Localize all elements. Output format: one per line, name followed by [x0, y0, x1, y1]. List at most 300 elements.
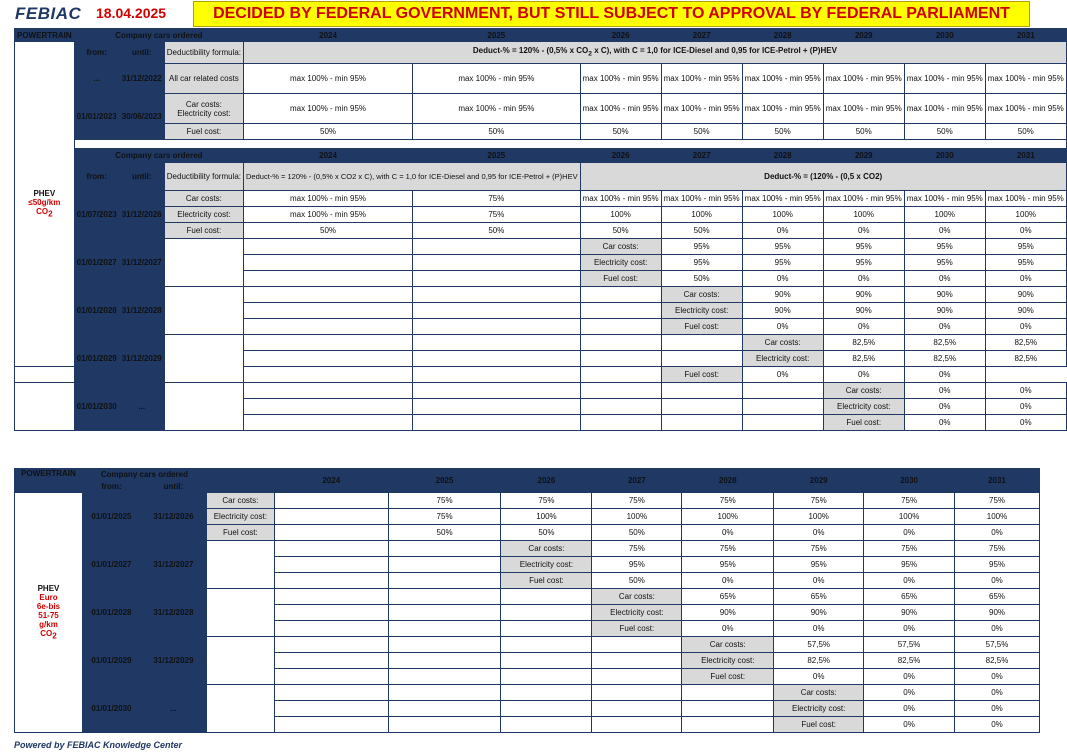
empty-cell	[388, 557, 501, 573]
value-cell: 95%	[823, 239, 904, 255]
value-cell: 50%	[742, 124, 823, 140]
value-cell: 75%	[388, 509, 501, 525]
value-cell: 90%	[742, 287, 823, 303]
value-cell: 0%	[864, 621, 955, 637]
value-cell: 75%	[388, 493, 501, 509]
empty-cell	[388, 653, 501, 669]
period-until: 31/12/2026	[119, 191, 164, 239]
value-cell: 0%	[904, 383, 985, 399]
value-cell: 0%	[904, 399, 985, 415]
cost-label: All car related costs	[164, 64, 243, 94]
value-cell: max 100% - min 95%	[742, 94, 823, 124]
deduct-formula: Deduct-% = 120% - (0,5% x $CO_2$ x C), with C = 1,0 for ICE-Diesel and 0,95 for ICE-Petrol + (P)HEV	[244, 42, 1067, 64]
empty-cell	[244, 271, 413, 287]
value-cell: 50%	[904, 124, 985, 140]
period-until: 31/12/2029	[119, 335, 164, 383]
empty-cell	[244, 351, 413, 367]
value-cell: 0%	[955, 621, 1040, 637]
empty-cell	[274, 605, 388, 621]
empty-cell	[682, 717, 774, 733]
value-cell: 82,5%	[774, 653, 864, 669]
empty-cell	[274, 717, 388, 733]
empty-cell	[244, 319, 413, 335]
value-cell: 50%	[501, 525, 592, 541]
empty-cell	[413, 271, 581, 287]
empty-cell	[501, 621, 592, 637]
empty-cell	[592, 701, 682, 717]
value-cell: 0%	[904, 319, 985, 335]
value-cell: 0%	[985, 223, 1066, 239]
empty-cell	[661, 399, 742, 415]
value-cell: 95%	[823, 255, 904, 271]
empty-cell	[164, 383, 243, 431]
cost-label: Fuel cost:	[501, 573, 592, 589]
value-cell: 65%	[864, 589, 955, 605]
year-header: 2025	[413, 29, 581, 42]
value-cell: max 100% - min 95%	[823, 94, 904, 124]
cost-label: Car costs:	[580, 239, 661, 255]
value-cell: 95%	[985, 255, 1066, 271]
value-cell: max 100% - min 95%	[985, 64, 1066, 94]
empty-cell	[580, 303, 661, 319]
empty-cell	[501, 589, 592, 605]
cost-label: Car costs:	[592, 589, 682, 605]
empty-cell	[592, 637, 682, 653]
value-cell: 75%	[501, 493, 592, 509]
empty-cell	[682, 685, 774, 701]
empty-cell	[501, 669, 592, 685]
cost-label: Electricity cost:	[823, 399, 904, 415]
cost-label: Electricity cost:	[164, 207, 243, 223]
cost-label: Fuel cost:	[164, 124, 243, 140]
empty-cell	[413, 399, 581, 415]
empty-cell	[274, 541, 388, 557]
period-from: 01/01/2027	[74, 239, 119, 287]
value-cell: 0%	[955, 701, 1040, 717]
blank-header	[206, 469, 274, 493]
period-from: 01/01/2028	[82, 589, 140, 637]
value-cell: 0%	[864, 685, 955, 701]
value-cell: max 100% - min 95%	[742, 64, 823, 94]
cost-label: Car costs:	[661, 287, 742, 303]
value-cell: 90%	[955, 605, 1040, 621]
value-cell: max 100% - min 95%	[661, 94, 742, 124]
value-cell: 50%	[661, 271, 742, 287]
cost-label: Car costs:	[823, 383, 904, 399]
cost-label: Fuel cost:	[592, 621, 682, 637]
brand-logo: FEBIAC	[15, 4, 82, 23]
value-cell: 50%	[661, 124, 742, 140]
value-cell: 90%	[742, 303, 823, 319]
cost-label: Electricity cost:	[682, 653, 774, 669]
empty-cell	[244, 255, 413, 271]
value-cell: 90%	[823, 287, 904, 303]
value-cell: max 100% - min 95%	[580, 94, 661, 124]
cost-label: Electricity cost:	[580, 255, 661, 271]
empty-cell	[501, 717, 592, 733]
value-cell: max 100% - min 95%	[244, 94, 413, 124]
cost-label: Car costs: Electricity cost:	[164, 94, 243, 124]
formula-label: Deductibility formula:	[164, 42, 243, 64]
year-header: 2030	[864, 469, 955, 493]
value-cell: 82,5%	[864, 653, 955, 669]
value-cell: 100%	[774, 509, 864, 525]
value-cell: max 100% - min 95%	[413, 64, 581, 94]
value-cell: max 100% - min 95%	[823, 191, 904, 207]
deduct-formula: Deduct-% = 120% - (0,5% x CO2 x C), with C = 1,0 for ICE-Diesel and 0,95 for ICE-Petrol + (P)HEV	[244, 163, 581, 191]
value-cell: 75%	[774, 493, 864, 509]
cost-label: Electricity cost:	[501, 557, 592, 573]
value-cell: 0%	[823, 223, 904, 239]
value-cell: 65%	[682, 589, 774, 605]
value-cell: 0%	[955, 717, 1040, 733]
value-cell: 0%	[864, 525, 955, 541]
value-cell: 75%	[682, 541, 774, 557]
empty-cell	[592, 653, 682, 669]
value-cell: 95%	[774, 557, 864, 573]
cost-label: Car costs:	[742, 335, 823, 351]
empty-cell	[274, 637, 388, 653]
powertrain-label: PHEV Euro 6e-bis 51-75 g/km $CO_2$	[15, 493, 83, 733]
year-header: 2028	[682, 469, 774, 493]
phev-51-75-table	[14, 468, 1040, 733]
value-cell: 0%	[774, 573, 864, 589]
value-cell: 100%	[501, 509, 592, 525]
value-cell: max 100% - min 95%	[244, 64, 413, 94]
empty-cell	[742, 399, 823, 415]
value-cell: max 100% - min 95%	[661, 64, 742, 94]
company-cars-header: Company cars ordered	[74, 29, 243, 42]
empty-cell	[388, 573, 501, 589]
year-header: 2026	[580, 29, 661, 42]
value-cell: 57,5%	[774, 637, 864, 653]
empty-cell	[274, 701, 388, 717]
empty-cell	[580, 399, 661, 415]
empty-cell	[501, 605, 592, 621]
value-cell: max 100% - min 95%	[580, 191, 661, 207]
value-cell: 75%	[413, 207, 581, 223]
value-cell: 90%	[985, 303, 1066, 319]
year-header: 2026	[580, 149, 661, 163]
cost-label: Car costs:	[164, 191, 243, 207]
empty-cell	[388, 637, 501, 653]
value-cell: 50%	[413, 223, 581, 239]
empty-cell	[244, 367, 413, 383]
value-cell: 100%	[661, 207, 742, 223]
empty-cell	[206, 685, 274, 733]
from-label: from:	[74, 163, 119, 191]
empty-cell	[501, 685, 592, 701]
empty-cell	[580, 367, 661, 383]
value-cell: 75%	[592, 541, 682, 557]
value-cell: 95%	[904, 255, 985, 271]
period-until: ...	[119, 383, 164, 431]
empty-cell	[164, 335, 243, 383]
value-cell: 75%	[955, 493, 1040, 509]
value-cell: 0%	[864, 701, 955, 717]
value-cell: 100%	[742, 207, 823, 223]
value-cell: max 100% - min 95%	[985, 94, 1066, 124]
empty-cell	[206, 637, 274, 685]
value-cell: 0%	[823, 367, 904, 383]
value-cell: 0%	[682, 573, 774, 589]
value-cell: 75%	[592, 493, 682, 509]
year-header: 2028	[742, 29, 823, 42]
cost-label: Fuel cost:	[823, 415, 904, 431]
period-from: ...	[74, 64, 119, 94]
value-cell: 50%	[592, 525, 682, 541]
empty-cell	[388, 589, 501, 605]
value-cell: max 100% - min 95%	[985, 191, 1066, 207]
value-cell: 100%	[682, 509, 774, 525]
empty-cell	[501, 637, 592, 653]
value-cell: 82,5%	[985, 351, 1066, 367]
period-until: 31/12/2028	[140, 589, 206, 637]
empty-cell	[413, 239, 581, 255]
year-header: 2027	[661, 149, 742, 163]
value-cell: 0%	[864, 717, 955, 733]
cost-label: Fuel cost:	[164, 223, 243, 239]
empty-cell	[15, 367, 75, 383]
empty-cell	[580, 319, 661, 335]
period-until: 31/12/2026	[140, 493, 206, 541]
empty-cell	[274, 525, 388, 541]
value-cell: 90%	[904, 303, 985, 319]
status-banner: DECIDED BY FEDERAL GOVERNMENT, BUT STILL SUBJECT TO APPROVAL BY FEDERAL PARLIAMENT	[193, 1, 1030, 27]
year-header: 2029	[774, 469, 864, 493]
year-header: 2030	[904, 149, 985, 163]
empty-cell	[682, 701, 774, 717]
period-until: 31/12/2022	[119, 64, 164, 94]
empty-cell	[742, 383, 823, 399]
value-cell: 90%	[774, 605, 864, 621]
value-cell: 100%	[955, 509, 1040, 525]
value-cell: 95%	[864, 557, 955, 573]
year-header: 2025	[388, 469, 501, 493]
phev-50-table	[14, 28, 1067, 431]
empty-cell	[592, 669, 682, 685]
empty-cell	[244, 287, 413, 303]
value-cell: 0%	[742, 319, 823, 335]
period-until: 31/12/2027	[140, 541, 206, 589]
period-until: ...	[140, 685, 206, 733]
value-cell: 100%	[823, 207, 904, 223]
empty-cell	[274, 669, 388, 685]
empty-cell	[274, 509, 388, 525]
value-cell: 0%	[823, 271, 904, 287]
period-from: 01/01/2025	[82, 493, 140, 541]
formula-label: Deductibility formula:	[164, 163, 243, 191]
until-label: until:	[119, 163, 164, 191]
value-cell: 95%	[742, 239, 823, 255]
year-header: 2030	[904, 29, 985, 42]
value-cell: max 100% - min 95%	[661, 191, 742, 207]
value-cell: 50%	[580, 223, 661, 239]
year-header: 2031	[985, 29, 1066, 42]
empty-cell	[413, 351, 581, 367]
cost-label: Electricity cost:	[206, 509, 274, 525]
value-cell: 82,5%	[985, 335, 1066, 351]
year-header: 2031	[955, 469, 1040, 493]
value-cell: 0%	[823, 319, 904, 335]
empty-cell	[388, 717, 501, 733]
value-cell: 75%	[682, 493, 774, 509]
value-cell: 82,5%	[955, 653, 1040, 669]
value-cell: 0%	[955, 669, 1040, 685]
year-header: 2024	[274, 469, 388, 493]
value-cell: 0%	[985, 271, 1066, 287]
value-cell: 95%	[955, 557, 1040, 573]
period-from: 01/01/2029	[82, 637, 140, 685]
year-header: 2031	[985, 149, 1066, 163]
empty-cell	[206, 541, 274, 589]
empty-cell	[244, 399, 413, 415]
value-cell: max 100% - min 95%	[904, 94, 985, 124]
empty-cell	[244, 303, 413, 319]
empty-cell	[388, 669, 501, 685]
empty-cell	[501, 653, 592, 669]
value-cell: 95%	[661, 255, 742, 271]
empty-cell	[15, 383, 75, 431]
value-cell: 57,5%	[864, 637, 955, 653]
empty-cell	[580, 287, 661, 303]
from-label: from:	[74, 42, 119, 64]
value-cell: 0%	[955, 525, 1040, 541]
value-cell: max 100% - min 95%	[904, 64, 985, 94]
year-header: 2029	[823, 29, 904, 42]
empty-cell	[413, 415, 581, 431]
cost-label: Fuel cost:	[682, 669, 774, 685]
empty-cell	[592, 685, 682, 701]
powertrain-label: PHEV ≤50g/km $CO_2$	[15, 42, 75, 367]
value-cell: 82,5%	[904, 335, 985, 351]
period-until: 31/12/2029	[140, 637, 206, 685]
cost-label: Electricity cost:	[774, 701, 864, 717]
powertrain-header: POWERTRAIN	[15, 469, 83, 493]
from-label: from:	[82, 481, 140, 493]
cost-label: Electricity cost:	[661, 303, 742, 319]
empty-cell	[580, 383, 661, 399]
empty-cell	[580, 351, 661, 367]
value-cell: 95%	[904, 239, 985, 255]
value-cell: 90%	[864, 605, 955, 621]
empty-cell	[661, 351, 742, 367]
empty-cell	[388, 541, 501, 557]
value-cell: 95%	[592, 557, 682, 573]
year-header: 2026	[501, 469, 592, 493]
value-cell: 0%	[774, 621, 864, 637]
value-cell: 0%	[985, 399, 1066, 415]
empty-cell	[413, 335, 581, 351]
powertrain-header: POWERTRAIN	[15, 29, 75, 42]
value-cell: max 100% - min 95%	[742, 191, 823, 207]
value-cell: 100%	[592, 509, 682, 525]
value-cell: 75%	[413, 191, 581, 207]
value-cell: 95%	[682, 557, 774, 573]
deduct-formula: Deduct-% = (120% - (0,5 x CO2)	[580, 163, 1066, 191]
empty-cell	[244, 415, 413, 431]
empty-cell	[274, 589, 388, 605]
empty-cell	[388, 685, 501, 701]
period-from: 01/01/2028	[74, 287, 119, 335]
empty-cell	[661, 335, 742, 351]
value-cell: max 100% - min 95%	[580, 64, 661, 94]
empty-cell	[580, 335, 661, 351]
footer-credit: Powered by FEBIAC Knowledge Center	[14, 740, 183, 750]
period-from: 01/01/2030	[82, 685, 140, 733]
value-cell: 90%	[985, 287, 1066, 303]
value-cell: 0%	[985, 383, 1066, 399]
empty-cell	[580, 415, 661, 431]
value-cell: 95%	[661, 239, 742, 255]
value-cell: 75%	[864, 541, 955, 557]
value-cell: 0%	[742, 223, 823, 239]
empty-cell	[244, 383, 413, 399]
period-until: 30/06/2023	[119, 94, 164, 140]
value-cell: 0%	[904, 367, 985, 383]
empty-cell	[244, 335, 413, 351]
year-header: 2027	[661, 29, 742, 42]
cost-label: Car costs:	[774, 685, 864, 701]
divider	[74, 140, 1066, 149]
year-header: 2024	[244, 29, 413, 42]
value-cell: 57,5%	[955, 637, 1040, 653]
period-from: 01/01/2029	[74, 335, 119, 383]
value-cell: 50%	[592, 573, 682, 589]
value-cell: 100%	[904, 207, 985, 223]
value-cell: 100%	[580, 207, 661, 223]
cost-label: Car costs:	[206, 493, 274, 509]
value-cell: 0%	[774, 669, 864, 685]
value-cell: 100%	[864, 509, 955, 525]
period-from: 01/01/2023	[74, 94, 119, 140]
empty-cell	[413, 367, 581, 383]
value-cell: 0%	[742, 367, 823, 383]
company-cars-header: Company cars ordered	[82, 469, 206, 481]
cost-label: Fuel cost:	[206, 525, 274, 541]
value-cell: 0%	[904, 271, 985, 287]
value-cell: max 100% - min 95%	[413, 94, 581, 124]
empty-cell	[661, 415, 742, 431]
value-cell: max 100% - min 95%	[823, 64, 904, 94]
empty-cell	[164, 239, 243, 287]
empty-cell	[413, 255, 581, 271]
period-from: 01/01/2027	[82, 541, 140, 589]
value-cell: 95%	[985, 239, 1066, 255]
value-cell: 100%	[985, 207, 1066, 223]
value-cell: 0%	[904, 223, 985, 239]
value-cell: 90%	[682, 605, 774, 621]
empty-cell	[274, 653, 388, 669]
empty-cell	[244, 239, 413, 255]
value-cell: 90%	[904, 287, 985, 303]
value-cell: 82,5%	[823, 335, 904, 351]
value-cell: 75%	[774, 541, 864, 557]
value-cell: 95%	[742, 255, 823, 271]
value-cell: 0%	[904, 415, 985, 431]
cost-label: Electricity cost:	[742, 351, 823, 367]
cost-label: Fuel cost:	[580, 271, 661, 287]
empty-cell	[274, 621, 388, 637]
cost-label: Fuel cost:	[774, 717, 864, 733]
until-label: until:	[140, 481, 206, 493]
value-cell: 0%	[742, 271, 823, 287]
value-cell: max 100% - min 95%	[244, 207, 413, 223]
value-cell: 0%	[774, 525, 864, 541]
year-header: 2028	[742, 149, 823, 163]
value-cell: 50%	[823, 124, 904, 140]
value-cell: 82,5%	[823, 351, 904, 367]
